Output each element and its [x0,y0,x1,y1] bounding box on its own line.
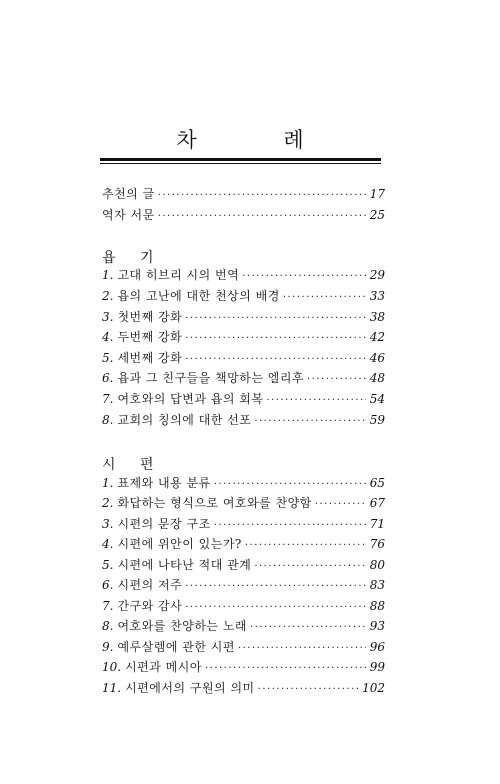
toc-entry [102,411,385,429]
entry-label: 간구와 감사 [117,599,183,613]
leader-dots [185,310,366,328]
entry-page: 46 [369,351,385,365]
entry-number: 9. [102,640,114,654]
page-title: 차 례 [176,128,344,152]
title-rule-thick [100,158,381,161]
entry-number: 5. [102,558,114,572]
leader-dots [250,619,366,637]
entry-page: 17 [369,187,385,201]
entry-number: 6. [102,371,114,385]
toc-entry [102,494,385,512]
entry-label: 시편과 메시아 [125,660,202,674]
entry-page: 33 [369,289,385,303]
entry-label: 시편에서의 구원의 의미 [125,681,255,695]
entry-page: 48 [369,371,385,385]
entry-label: 예루살렘에 관한 시편 [117,640,235,654]
entry-page: 76 [369,537,385,551]
leader-dots [185,578,366,596]
entry-number: 7. [102,392,114,406]
leader-dots [266,392,366,410]
toc-entry [102,535,385,553]
entry-number: 5. [102,351,114,365]
toc-entry-translator-preface [102,206,385,224]
leader-dots [258,681,359,699]
toc-entry [102,679,385,697]
entry-label: 역자 서문 [102,208,155,222]
entry-label: 시편에 위안이 있는가? [117,537,242,551]
leader-dots [307,371,366,389]
toc-entry [102,658,385,676]
entry-label: 고대 히브리 시의 번역 [117,268,240,282]
entry-page: 59 [369,413,385,427]
entry-label: 교회의 칭의에 대한 선포 [117,413,252,427]
entry-number: 10. [102,660,122,674]
leader-dots [185,330,366,348]
entry-number: 11. [102,681,122,695]
entry-page: 65 [369,476,385,490]
toc-entry [102,556,385,574]
entry-page: 99 [369,660,385,674]
entry-label: 두번째 강화 [117,330,183,344]
leader-dots [283,289,366,307]
entry-number: 6. [102,578,114,592]
entry-number: 3. [102,517,114,531]
toc-entry [102,638,385,656]
section-heading-psalms: 시 편 [102,457,164,473]
toc-entry [102,515,385,533]
leader-dots [185,599,366,617]
toc-entry [102,576,385,594]
entry-label: 시편의 저주 [117,578,183,592]
entry-label: 표제와 내용 분류 [117,476,211,490]
entry-page: 42 [369,330,385,344]
entry-number: 4. [102,330,114,344]
entry-page: 102 [362,681,385,695]
toc-entry [102,369,385,387]
entry-label: 화답하는 형식으로 여호와를 찬양함 [117,496,312,510]
toc-entry [102,266,385,284]
entry-number: 2. [102,289,114,303]
entry-page: 67 [369,496,385,510]
entry-page: 71 [369,517,385,531]
entry-page: 93 [369,619,385,633]
entry-label: 시편에 나타난 적대 관계 [117,558,252,572]
entry-label: 욥의 고난에 대한 천상의 배경 [117,289,280,303]
entry-page: 38 [369,310,385,324]
entry-label: 추천의 글 [102,187,155,201]
entry-label: 첫번째 강화 [117,310,183,324]
entry-page: 29 [369,268,385,282]
section-heading-job: 욥 기 [102,250,164,266]
entry-number: 8. [102,619,114,633]
entry-label: 욥과 그 친구들을 책망하는 엘리후 [117,371,305,385]
entry-label: 세번째 강화 [117,351,183,365]
entry-number: 8. [102,413,114,427]
leader-dots [242,268,366,286]
entry-page: 96 [369,640,385,654]
title-rule-thin [100,163,381,164]
toc-entry [102,328,385,346]
leader-dots [214,476,366,494]
toc-entry [102,349,385,367]
toc-entry [102,617,385,635]
entry-number: 1. [102,268,114,282]
leader-dots [238,640,366,658]
leader-dots [158,208,366,226]
toc-entry [102,474,385,492]
entry-number: 3. [102,310,114,324]
leader-dots [185,351,366,369]
leader-dots [254,413,366,431]
leader-dots [254,558,366,576]
toc-entry-foreword [102,185,385,203]
leader-dots [245,537,366,555]
toc-entry [102,597,385,615]
entry-label: 시편의 문장 구조 [117,517,211,531]
entry-number: 4. [102,537,114,551]
leader-dots [158,187,366,205]
leader-dots [315,496,366,514]
leader-dots [205,660,366,678]
entry-page: 25 [369,208,385,222]
entry-number: 1. [102,476,114,490]
entry-page: 88 [369,599,385,613]
entry-number: 7. [102,599,114,613]
toc-entry [102,287,385,305]
entry-label: 여호와의 답변과 욥의 회복 [117,392,264,406]
entry-page: 54 [369,392,385,406]
toc-entry [102,390,385,408]
toc-entry [102,308,385,326]
entry-label: 여호와를 찬양하는 노래 [117,619,248,633]
entry-page: 80 [369,558,385,572]
leader-dots [214,517,366,535]
entry-page: 83 [369,578,385,592]
entry-number: 2. [102,496,114,510]
